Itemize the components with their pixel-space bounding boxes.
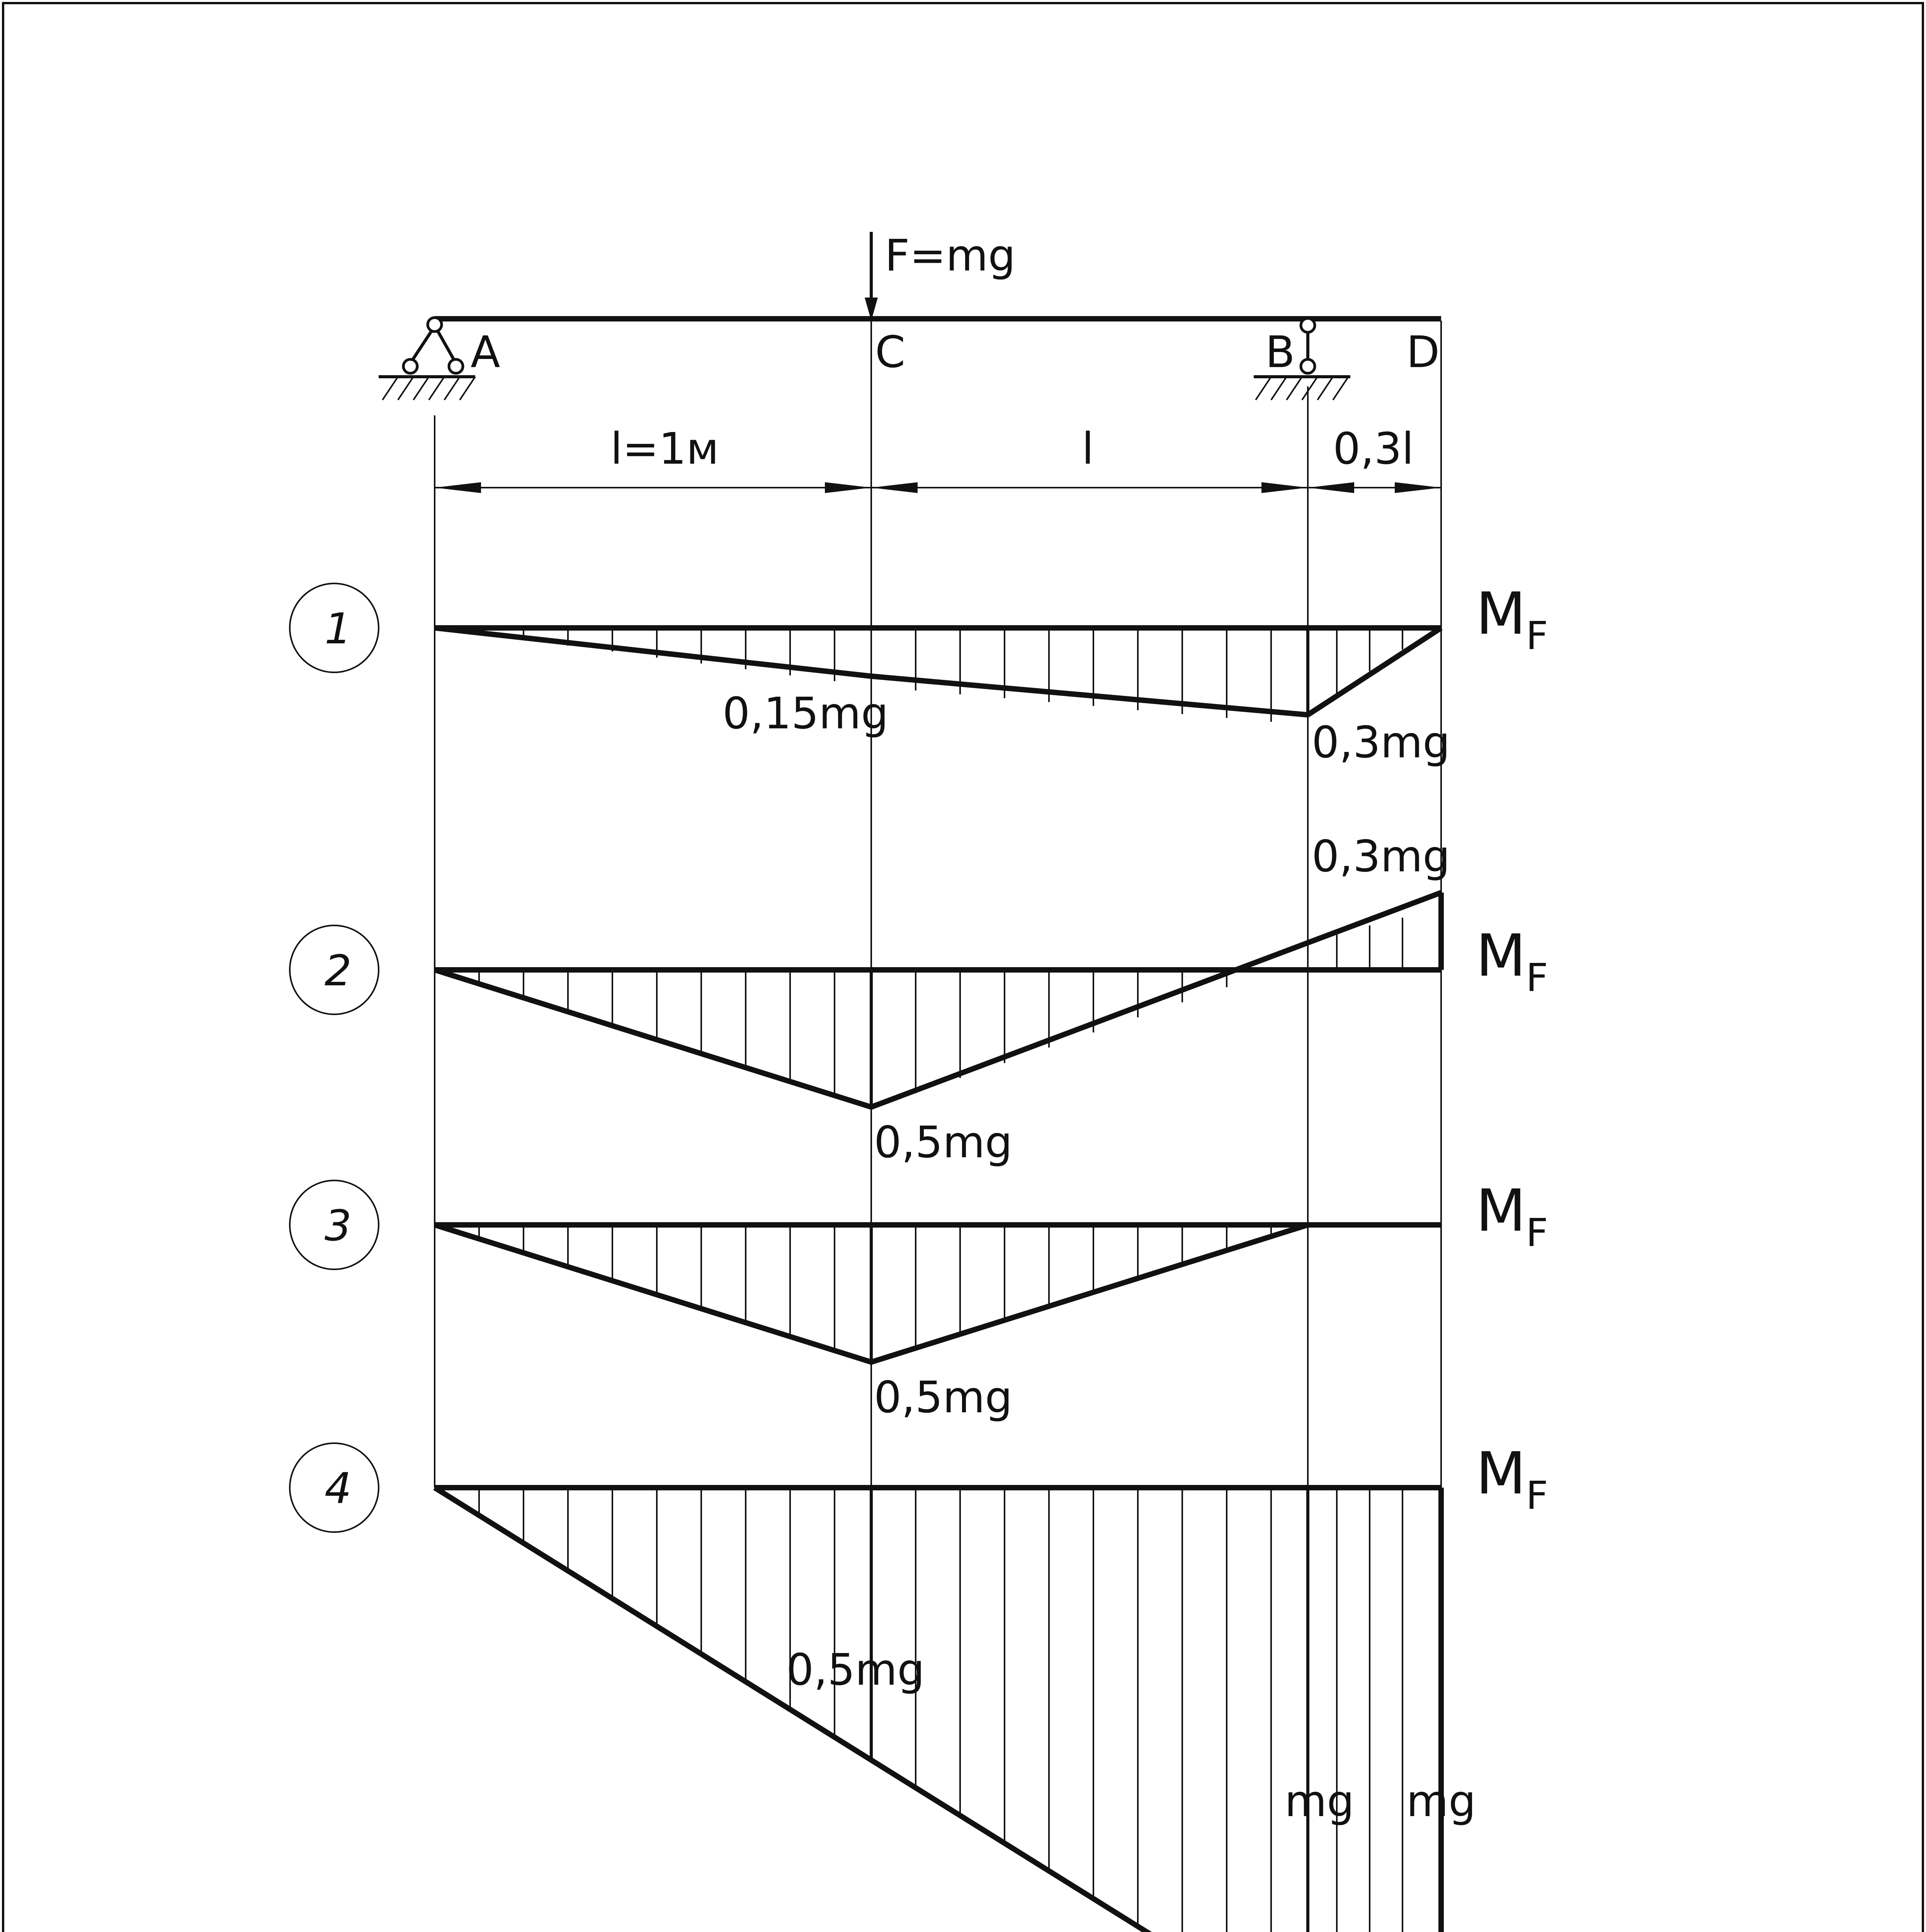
diagram-4 <box>290 1440 1548 1932</box>
dimension-label-bd: 0,3l <box>1333 424 1414 474</box>
support-a-pinned <box>379 318 475 400</box>
dimension-label-ac: l=1м <box>610 424 719 474</box>
diagram-4-hatching <box>479 1488 1402 1932</box>
diagram-2-value-c: 0,5mg <box>874 1117 1013 1168</box>
point-label-d: D <box>1406 327 1440 378</box>
diagram-1-title: $M_F$ <box>1476 580 1548 658</box>
diagram-1 <box>290 580 1548 768</box>
point-label-a: A <box>471 327 500 378</box>
diagram-1-value-c: 0,15mg <box>722 689 889 739</box>
dimension-label-cb: l <box>1082 424 1094 474</box>
diagram-4-value-d: mg <box>1406 1776 1476 1827</box>
diagram-2-moment-line <box>435 893 1441 1107</box>
diagram-3-number: 3 <box>325 1201 352 1250</box>
diagram-3-value-c: 0,5mg <box>874 1372 1013 1423</box>
diagram-4-value-b: mg <box>1285 1776 1355 1827</box>
diagram-2-title: $M_F$ <box>1476 922 1548 1000</box>
point-label-c: C <box>875 327 906 378</box>
diagram-3-title: $M_F$ <box>1476 1177 1548 1255</box>
diagram-1-hatching <box>479 628 1402 722</box>
diagram-1-moment-line <box>435 628 1441 715</box>
diagram-4-value-c: 0,5mg <box>786 1645 925 1695</box>
projection-lines <box>435 321 1441 1762</box>
dim-arrow-b-left <box>1261 482 1308 493</box>
point-label-b: B <box>1265 327 1295 378</box>
diagram-4-title: $M_F$ <box>1476 1440 1548 1518</box>
beam-scheme <box>379 231 1441 493</box>
dim-arrow-b-right <box>1308 482 1354 493</box>
dim-arrow-c-left <box>825 482 871 493</box>
diagram-2-number: 2 <box>325 946 352 995</box>
diagram-2-value-d: 0,3mg <box>1312 832 1450 882</box>
diagram-2-hatching <box>479 918 1402 1095</box>
diagram-3 <box>290 1177 1548 1423</box>
diagram-2 <box>290 832 1548 1168</box>
diagram-3-hatching <box>479 1225 1271 1350</box>
diagram-1-value-b: 0,3mg <box>1312 718 1450 768</box>
dim-arrow-a-right <box>435 482 481 493</box>
dim-arrow-c-right <box>871 482 918 493</box>
load-label: F=mg <box>885 231 1016 281</box>
diagram-1-number: 1 <box>325 604 352 653</box>
diagram-4-number: 4 <box>325 1464 352 1513</box>
diagram-4-moment-line <box>435 1488 1441 1932</box>
dim-arrow-d-left <box>1395 482 1441 493</box>
